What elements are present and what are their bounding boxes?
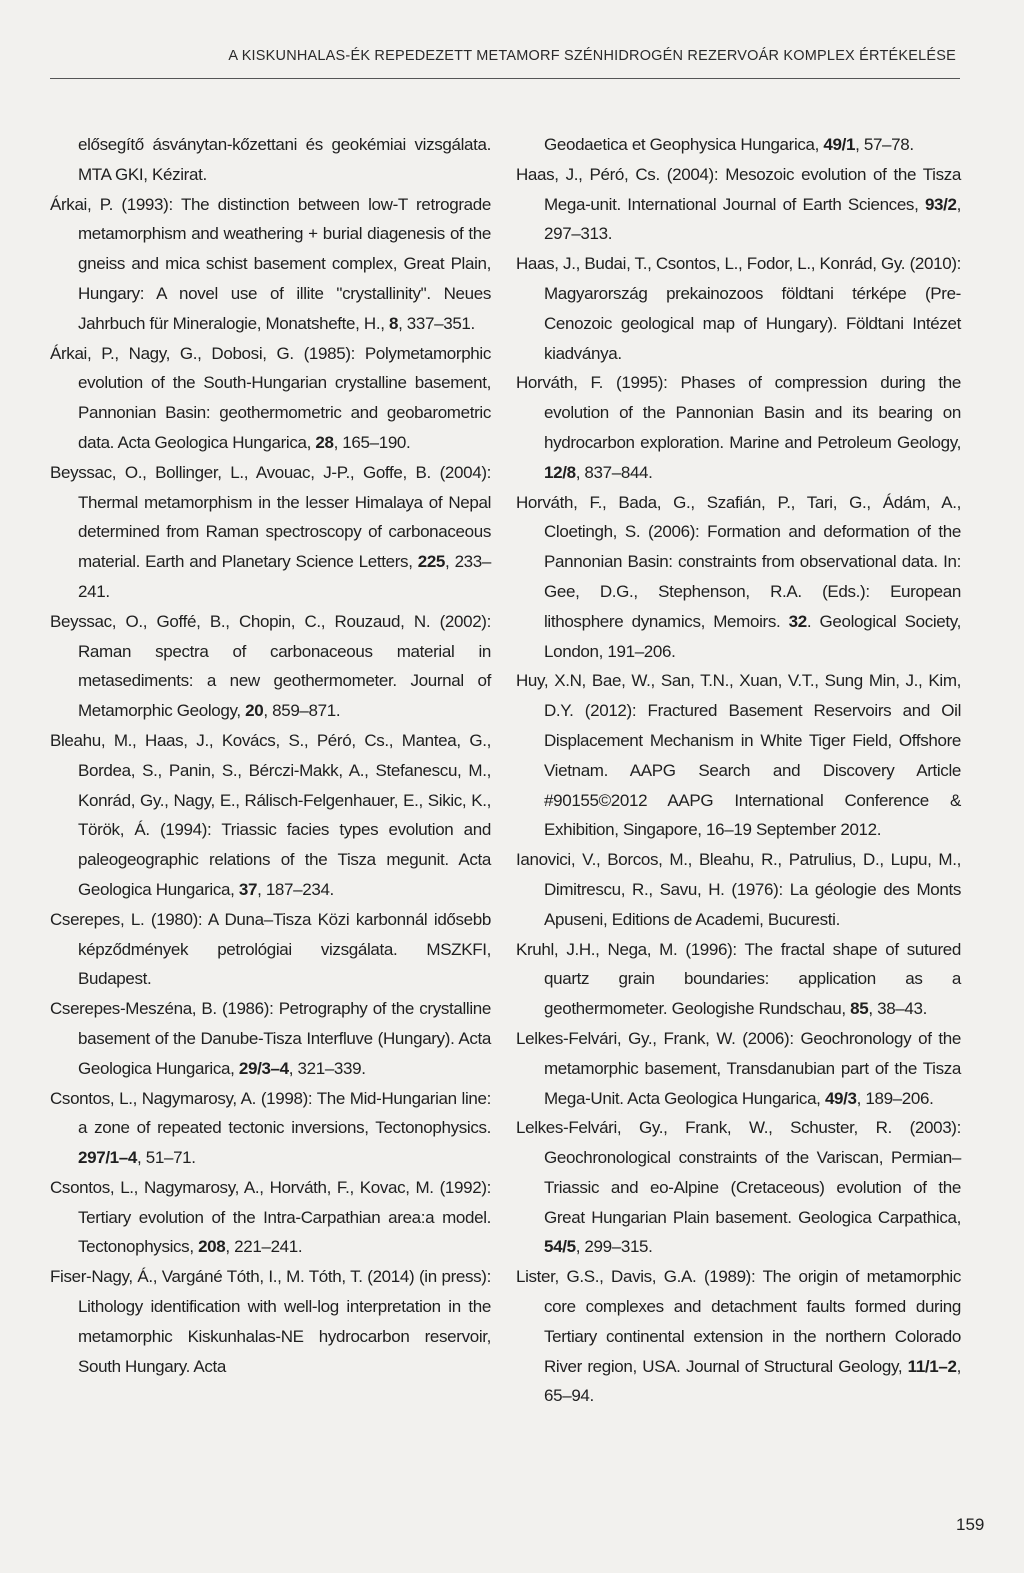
reference-entry: Árkai, P. (1993): The distinction between low-T retrograde metamorphism and weathering + burial diagenesis of the gneiss and mica schist basement complex, Great Plain, Hungary: A novel use of illite "crystallinity". Neues Jahrbuch für Mineralogie, Monatshefte, H., 8, 337–351. [50, 194, 491, 333]
reference-entry: Ianovici, V., Borcos, M., Bleahu, R., Patrulius, D., Lupu, M., Dimitrescu, R., Savu, H. (1976): La géologie des Monts Apuseni, Editions de Academi, Bucuresti. [516, 850, 961, 929]
header-rule [50, 78, 960, 79]
reference-entry: Fiser-Nagy, Á., Vargáné Tóth, I., M. Tóth, T. (2014) (in press): Lithology identification with well-log interpretation in the metamorphic Kiskunhalas-NE hydrocarbon reservoir, South Hungary. Acta [50, 1267, 491, 1376]
page-number: 159 [956, 1515, 985, 1534]
left-column [50, 130, 491, 1381]
reference-entry: Csontos, L., Nagymarosy, A. (1998): The Mid-Hungarian line: a zone of repeated tectonic inversions, Tectonophysics. 297/1–4, 51–71. [50, 1088, 491, 1168]
reference-entry: Lister, G.S., Davis, G.A. (1989): The origin of metamorphic core complexes and detachment faults formed during Tertiary continental extension in the northern Colorado River region, USA. Journal of Structural Geology, 11/1–2, 65–94. [516, 1267, 961, 1406]
reference-entry: Beyssac, O., Goffé, B., Chopin, C., Rouzaud, N. (2002): Raman spectra of carbonaceous material in metasediments: a new geothermometer. Journal of Metamorphic Geology, 20, 859–871. [50, 611, 491, 721]
reference-entry: Beyssac, O., Bollinger, L., Avouac, J-P., Goffe, B. (2004): Thermal metamorphism in the lesser Himalaya of Nepal determined from Raman spectroscopy of carbonaceous material. Earth and Planetary Science Letters, 225, 233–241. [50, 462, 491, 601]
right-column [516, 130, 961, 1411]
reference-entry: elősegítő ásványtan-kőzettani és geokémiai vizsgálata. MTA GKI, Kézirat. [78, 135, 491, 184]
reference-entry: Geodaetica et Geophysica Hungarica, 49/1, 57–78. [544, 135, 914, 154]
reference-entry: Cserepes-Meszéna, B. (1986): Petrography of the crystalline basement of the Danube-Tisza Interfluve (Hungary). Acta Geologica Hungarica, 29/3–4, 321–339. [50, 999, 491, 1078]
reference-entry: Árkai, P., Nagy, G., Dobosi, G. (1985): Polymetamorphic evolution of the South-Hungarian crystalline basement, Pannonian Basin: geothermometric and geobarometric data. Acta Geologica Hungarica, 28, 165–190. [50, 343, 491, 452]
reference-entry: Bleahu, M., Haas, J., Kovács, S., Péró, Cs., Mantea, G., Bordea, S., Panin, S., Bérczi-Makk, A., Stefanescu, M., Konrád, Gy., Nagy, E., Rálisch-Felgenhauer, E., Sikic, K., Török, Á. (1994): Triassic facies types evolution and paleogeographic relations of the Tisza megunit. Acta Geologica Hungarica, 37, 187–234. [50, 730, 491, 899]
reference-entry: Lelkes-Felvári, Gy., Frank, W. (2006): Geochronology of the metamorphic basement, Transdanubian part of the Tisza Mega-Unit. Acta Geologica Hungarica, 49/3, 189–206. [516, 1028, 961, 1108]
reference-entry: Haas, J., Péró, Cs. (2004): Mesozoic evolution of the Tisza Mega-unit. International Journal of Earth Sciences, 93/2, 297–313. [516, 164, 961, 244]
reference-entry: Kruhl, J.H., Nega, M. (1996): The fractal shape of sutured quartz grain boundaries: application as a geothermometer. Geologishe Rundschau, 85, 38–43. [516, 939, 961, 1019]
reference-entry: Horváth, F. (1995): Phases of compression during the evolution of the Pannonian Basin and its bearing on hydrocarbon exploration. Marine and Petroleum Geology, 12/8, 837–844. [516, 373, 961, 482]
running-header: A KISKUNHALAS-ÉK REPEDEZETT METAMORF SZÉNHIDROGÉN REZERVOÁR KOMPLEX ÉRTÉKELÉSE [228, 48, 956, 64]
reference-entry: Cserepes, L. (1980): A Duna–Tisza Közi karbonnál idősebb képződmények petrológiai vizsgálata. MSZKFI, Budapest. [50, 909, 491, 989]
reference-entry: Horváth, F., Bada, G., Szafián, P., Tari, G., Ádám, A., Cloetingh, S. (2006): Formation and deformation of the Pannonian Basin: constraints from observational data. In: Gee, D.G., Stephenson, R.A. (Eds.): European lithosphere dynamics, Memoirs. 32. Geological Society, London, 191–206. [516, 492, 962, 661]
reference-entry: Huy, X.N, Bae, W., San, T.N., Xuan, V.T., Sung Min, J., Kim, D.Y. (2012): Fractured Basement Reservoirs and Oil Displacement Mechanism in White Tiger Field, Offshore Vietnam. AAPG Search and Discovery Article #90155©2012 AAPG International Conference & Exhibition, Singapore, 16–19 September 2012. [516, 671, 961, 840]
reference-entry: Haas, J., Budai, T., Csontos, L., Fodor, L., Konrád, Gy. (2010): Magyarország prekainozoos földtani térképe (Pre-Cenozoic geological map of Hungary). Földtani Intézet kiadványa. [516, 254, 961, 363]
reference-entry: Csontos, L., Nagymarosy, A., Horváth, F., Kovac, M. (1992): Tertiary evolution of the Intra-Carpathian area:a model. Tectonophysics, 208, 221–241. [50, 1177, 491, 1257]
reference-entry: Lelkes-Felvári, Gy., Frank, W., Schuster, R. (2003): Geochronological constraints of the Variscan, Permian–Triassic and eo-Alpine (Cretaceous) evolution of the Great Hungarian Plain basement. Geologica Carpathica, 54/5, 299–315. [516, 1118, 961, 1257]
